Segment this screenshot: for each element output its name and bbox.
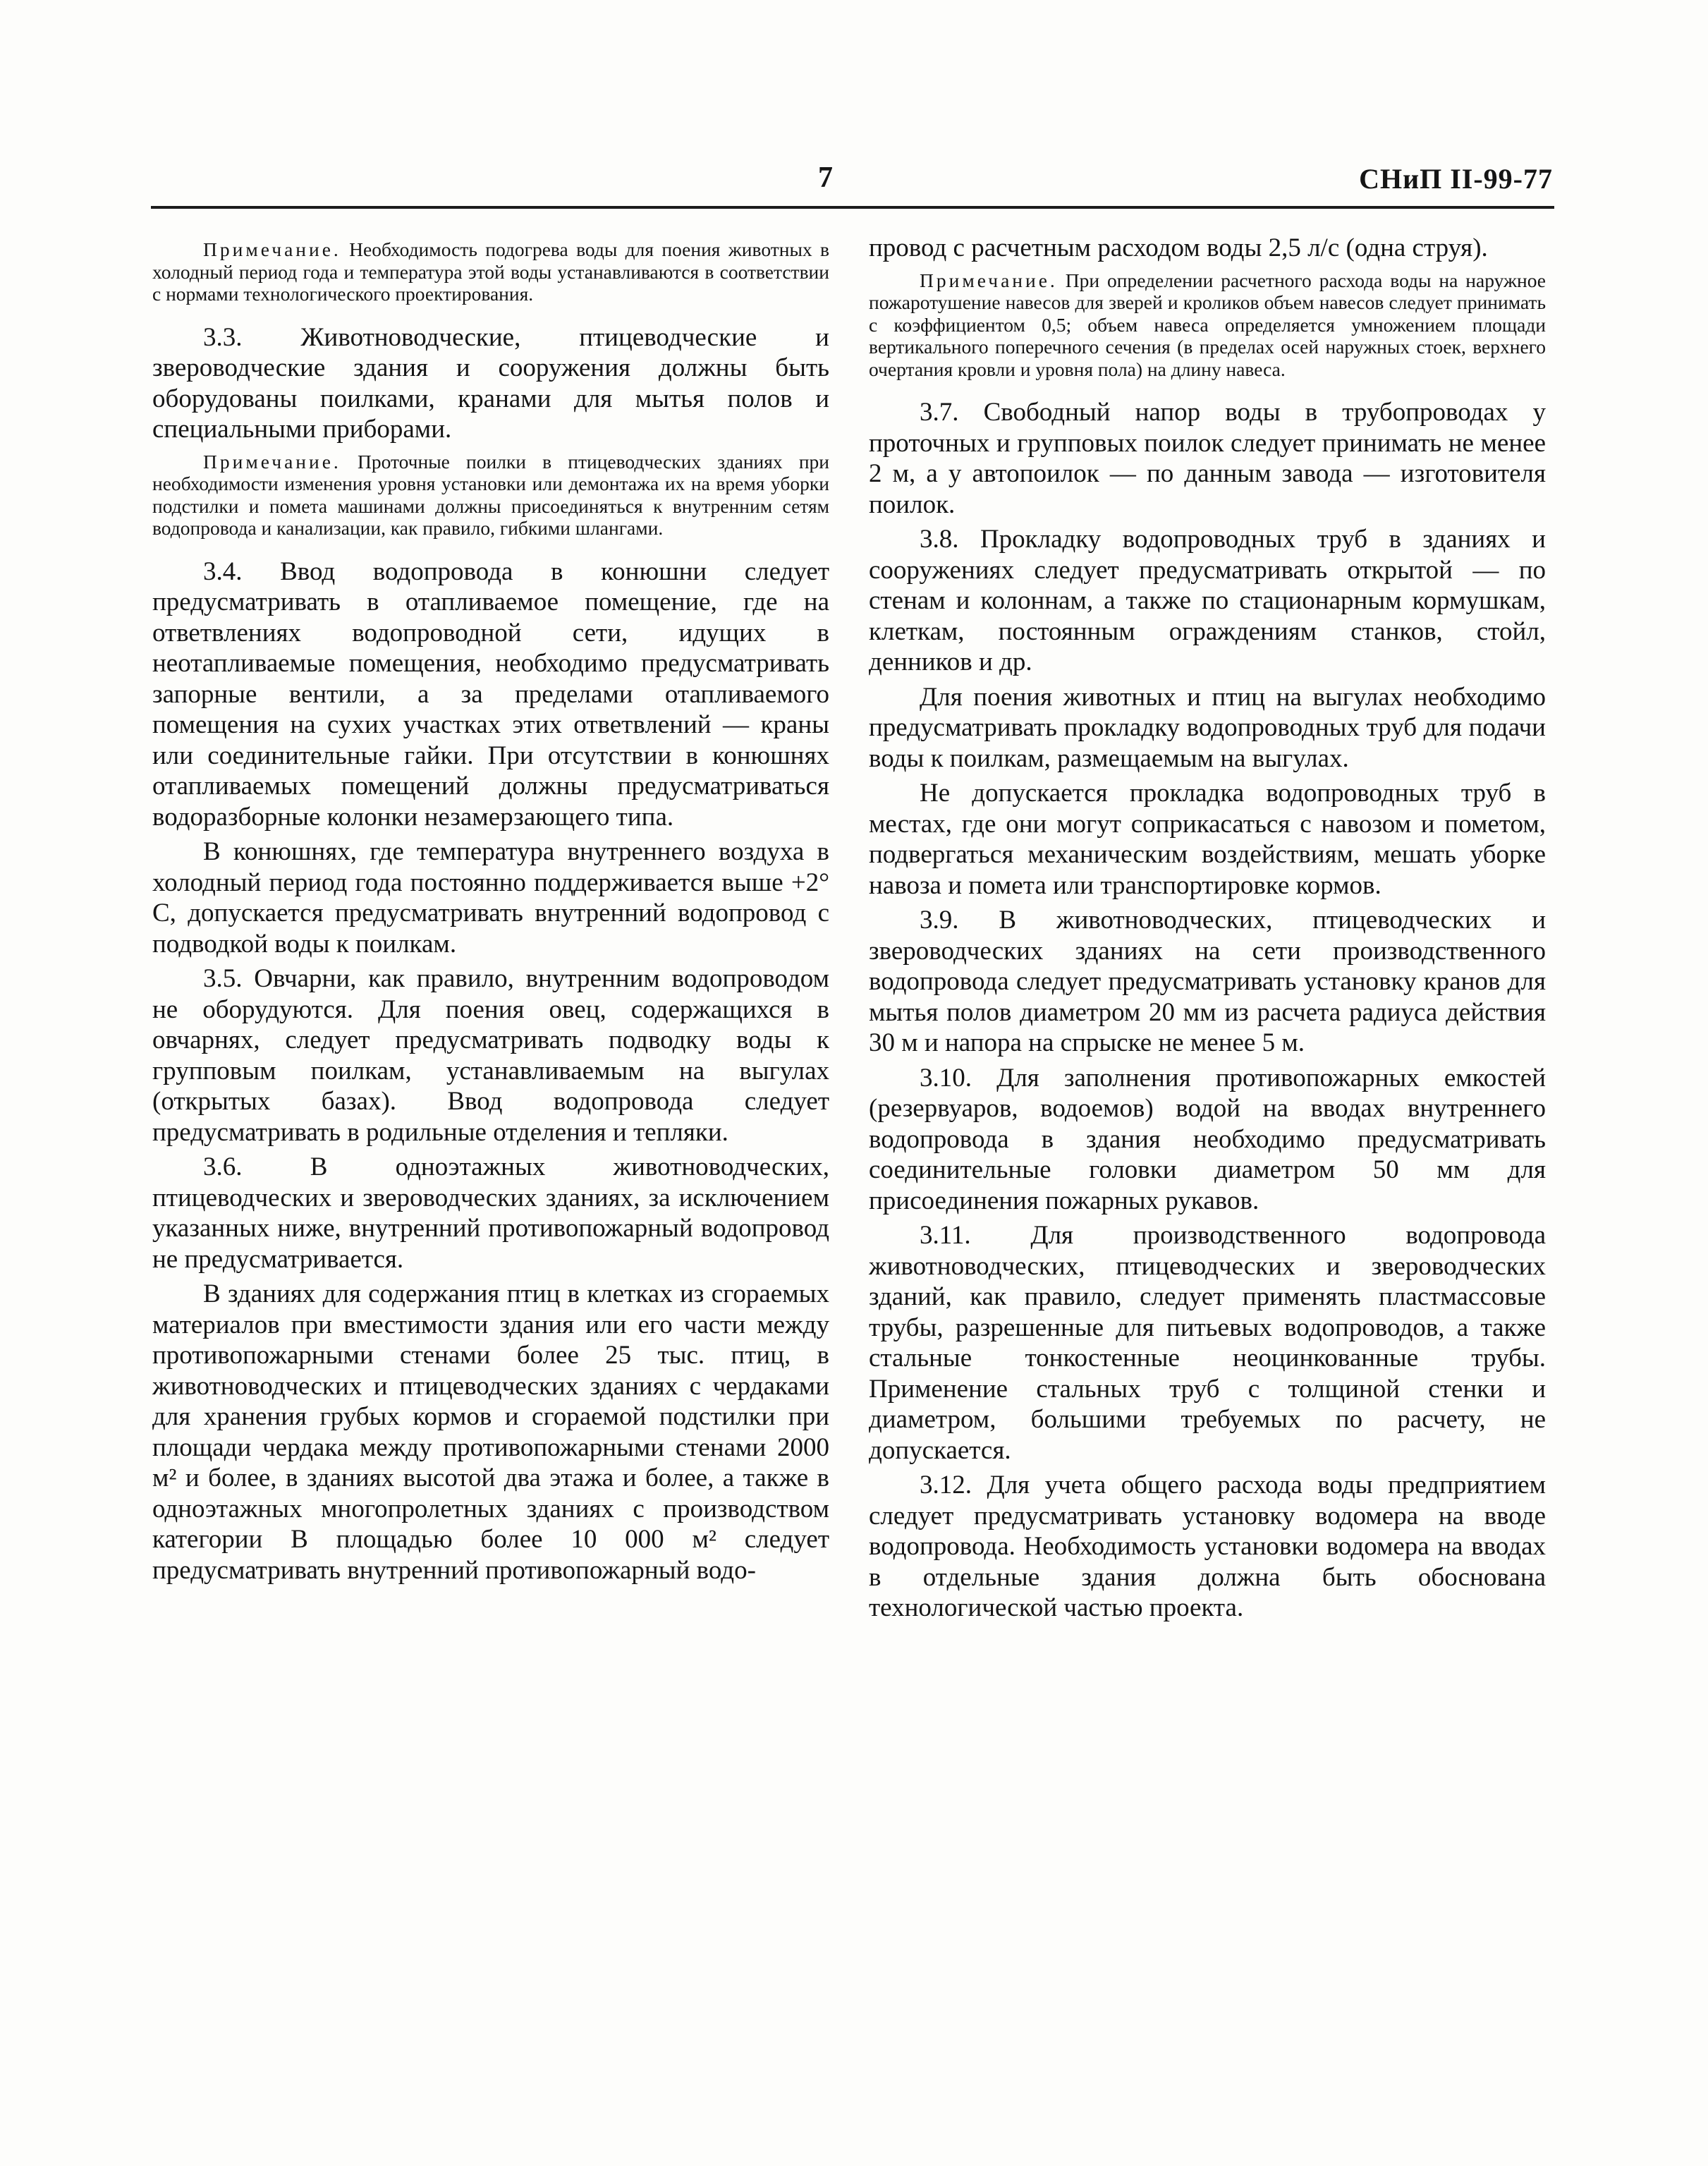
right-column — [869, 233, 1546, 1628]
clause-3-6: 3.6. В одноэтажных животноводческих, птицеводческих и звероводческих зданиях, за исключением указанных ниже, внутренний противопожарный водопровод не предусматривается. — [152, 1152, 829, 1274]
note-text: Необходимость подогрева воды для поения животных в холодный период года и температура этой воды устанавливаются в соответствии с нормами технологического проектирования. — [152, 238, 830, 305]
clause-3-8: 3.8. Прокладку водопроводных труб в зданиях и сооружениях следует предусматривать открытой — по стенам и колоннам, а также по стационарным кормушкам, клеткам, постоянным ограждениям станков, стойл, денников и др. — [869, 525, 1546, 676]
clause-3-3: 3.3. Животноводческие, птицеводческие и звероводческие здания и сооружения должны быть оборудованы поилками, кранами для мытья полов и специальными приборами. — [152, 322, 829, 444]
clause-3-10: 3.10. Для заполнения противопожарных емкостей (резервуаров, водоемов) водой на вводах внутреннего водопровода в здания необходимо предусматривать соединительные головки диаметром 50 мм для присоединения пожарных рукавов. — [869, 1063, 1546, 1215]
page-number: 7 — [818, 162, 833, 194]
clause-3-9: 3.9. В животноводческих, птицеводческих и звероводческих зданиях на сети производственного водопровода следует предусматривать установку кранов для мытья полов диаметром 20 мм из расчета радиуса действия 30 м и напора на спрыске не менее 5 м. — [869, 906, 1546, 1057]
clause-3-5: 3.5. Овчарни, как правило, внутренним водопроводом не оборудуются. Для поения овец, содержащихся в овчарнях, следует предусматривать подводку воды к групповым поилкам, устанавливаемым на выгулах (открытых базах). Ввод водопровода следует предусматривать в родильные отделения и тепляки. — [152, 964, 829, 1147]
clause-3-12: 3.12. Для учета общего расхода воды предприятием следует предусматривать установку водомера на вводе водопровода. Необходимость установки водомера на вводах в отдельные здания должна быть обоснована технологической частью проекта. — [869, 1471, 1546, 1622]
header-rule — [151, 206, 1554, 209]
document-code: СНиП II-99-77 — [1359, 163, 1553, 195]
note-text: Проточные поилки в птицеводческих зданиях при необходимости изменения уровня установки или демонтажа их на время уборки подстилки и помета машинами должны присоединяться к внутренним сетям водопровода и канализации, как правило, гибкими шлангами. — [152, 450, 829, 539]
clause-3-8-restriction: Не допускается прокладка водопроводных труб в местах, где они могут соприкасаться с навозом и пометом, подвергаться механическим воздействиям, мешать уборке навоза и помета или транспортировке кормов. — [869, 779, 1546, 900]
clause-3-4: 3.4. Ввод водопровода в конюшни следует предусматривать в отапливаемое помещение, где на ответвлениях водопроводной сети, идущих в неотапливаемые помещения, необходимо предусматривать запорные вентили, а за пределами отапливаемого помещения на сухих участках этих ответвлений — краны или соединительные гайки. При отсутствии в конюшнях отапливаемых помещений должны предусматриваться водоразборные колонки незамерзающего типа. — [152, 556, 829, 832]
note-heating-water — [152, 238, 829, 305]
clause-3-4-continued: В конюшнях, где температура внутреннего воздуха в холодный период года постоянно поддерживается выше +2° С, допускается предусматривать внутренний водопровод с подводкой воды к поилкам. — [152, 837, 829, 959]
note-flow-drinkers — [152, 451, 829, 540]
clause-3-6-continued: В зданиях для содержания птиц в клетках из сгораемых материалов при вместимости здания или его части между противопожарными стенами более 25 тыс. птиц, в животноводческих и птицеводческих зданиях с чердаками для хранения грубых кормов и сгораемой подстилки при площади чердака между противопожарными стенами 2000 м² и более, в зданиях высотой два этажа и более, а также в одноэтажных многопролетных зданиях с производством категории В площадью более 10 000 м² следует предусматривать внутренний противопожарный водо- — [152, 1279, 829, 1585]
note-label: Примечание. — [203, 450, 341, 473]
clause-3-8-continued: Для поения животных и птиц на выгулах необходимо предусматривать прокладку водопроводных труб для подачи воды к поилкам, размещаемым на выгулах. — [869, 682, 1546, 773]
note-label: Примечание. — [203, 238, 341, 260]
clause-3-7: 3.7. Свободный напор воды в трубопроводах у проточных и групповых поилок следует принимать не менее 2 м, а у автопоилок — по данным завода — изготовителя поилок. — [869, 398, 1546, 519]
note-sheds — [869, 269, 1546, 381]
clause-3-6-end: провод с расчетным расходом воды 2,5 л/с (одна струя). — [869, 233, 1488, 262]
clause-3-11: 3.11. Для производственного водопровода животноводческих, птицеводческих и звероводческих зданий, как правило, следует применять пластмассовые трубы, разрешенные для питьевых водопроводов, а также стальные тонкостенные неоцинкованные трубы. Применение стальных труб с толщиной стенки и диаметром, большими требуемых по расчету, не допускается. — [869, 1221, 1546, 1465]
left-column — [152, 233, 829, 1590]
note-text: При определении расчетного расхода воды на наружное пожаротушение навесов для зверей и кроликов объем навесов следует принимать с коэффициентом 0,5; объем навеса определяется умножением площади вертикального поперечного сечения (в пределах осей наружных стоек, верхнего очертания кровли и уровня пола) на длину навеса. — [869, 269, 1546, 380]
note-label: Примечание. — [920, 269, 1058, 291]
